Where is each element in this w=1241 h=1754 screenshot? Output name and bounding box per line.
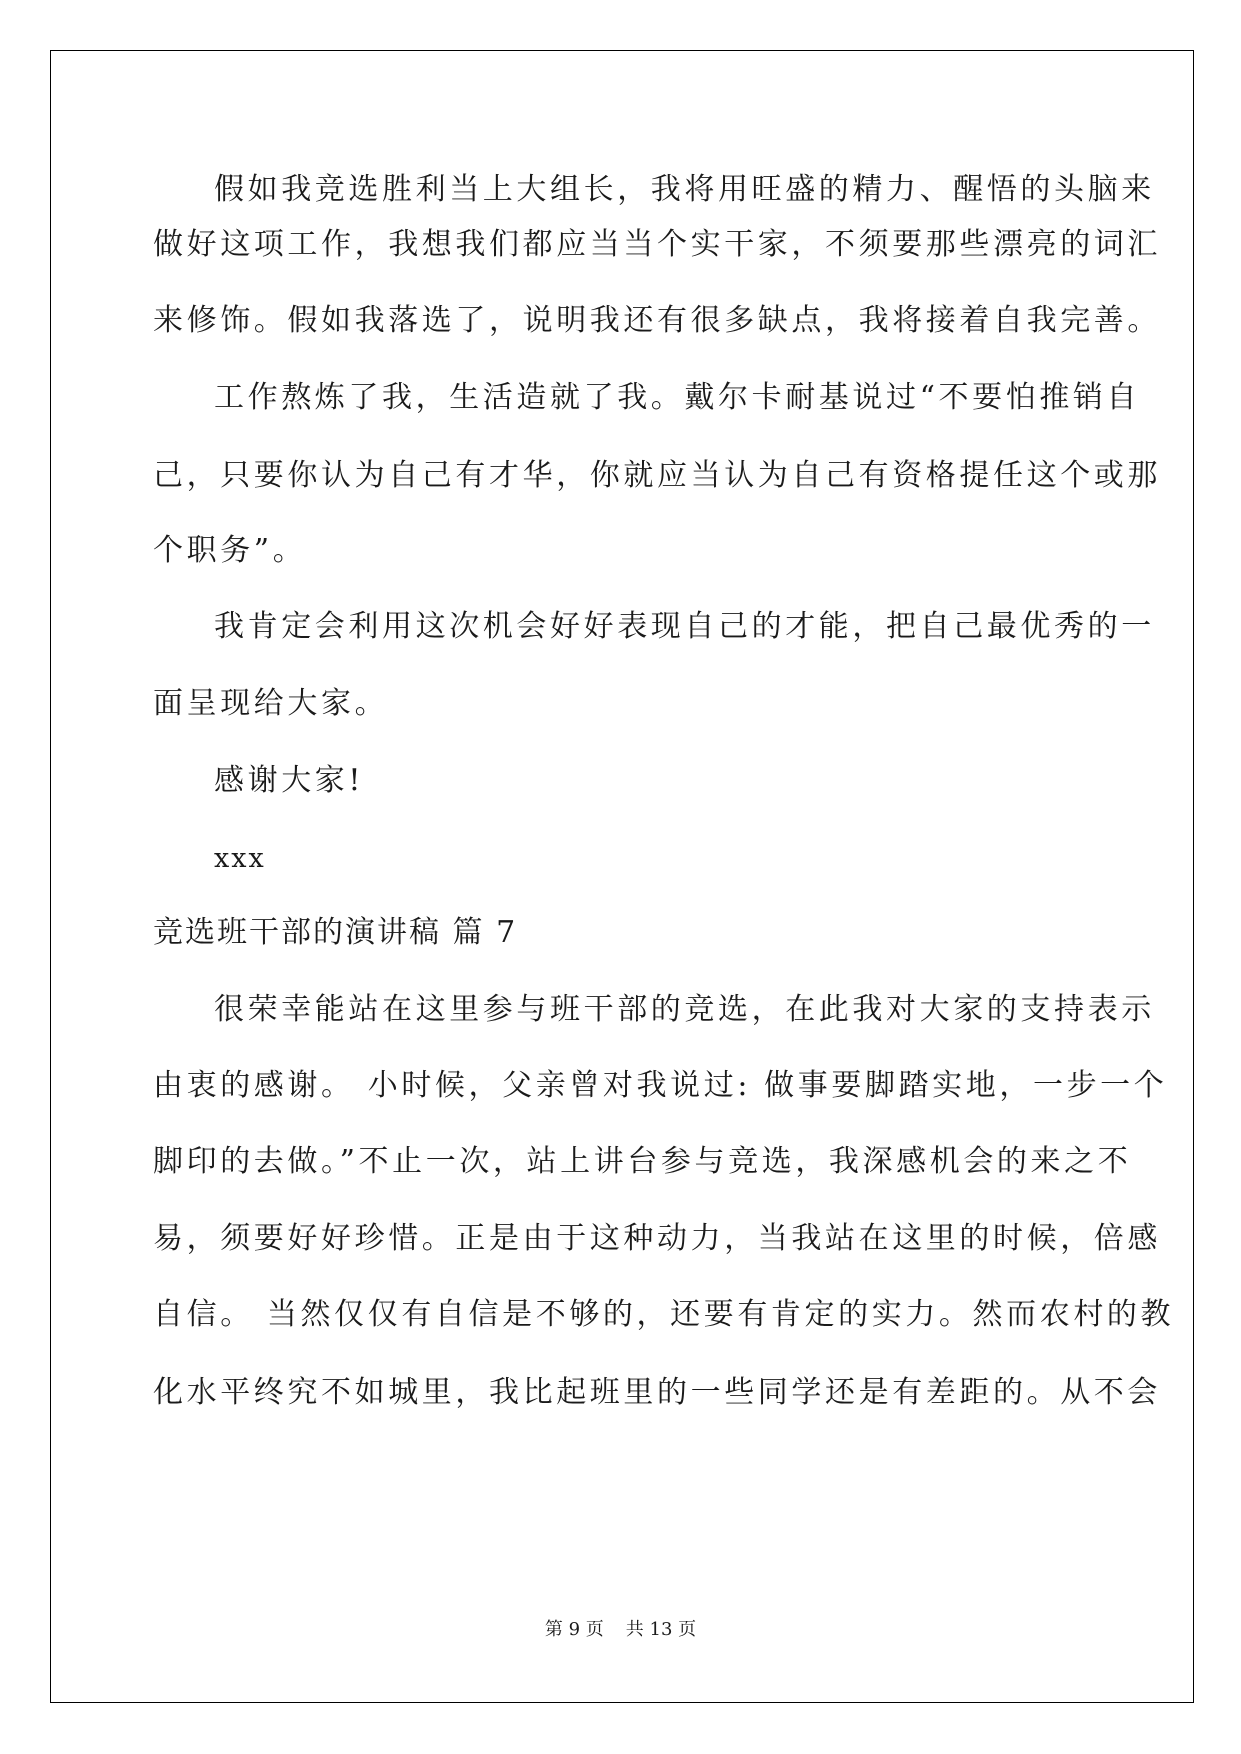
paragraph-line: 易，须要好好珍惜。正是由于这种动力，当我站在这里的时候，倍感 (153, 1221, 1161, 1256)
signature-line: xxx (214, 843, 266, 874)
paragraph-line: 脚印的去做。”不止一次，站上讲台参与竞选，我深感机会的来之不 (153, 1144, 1132, 1179)
paragraph-line: 来修饰。假如我落选了，说明我还有很多缺点，我将接着自我完善。 (153, 303, 1161, 338)
paragraph-line: 由衷的感谢。 小时候，父亲曾对我说过: 做事要脚踏实地，一步一个 (153, 1068, 1168, 1103)
page-number: 第 9 页 (544, 1619, 604, 1640)
paragraph-line: 假如我竞选胜利当上大组长，我将用旺盛的精力、醒悟的头脑来 (214, 172, 1155, 207)
paragraph-line: 自信。 当然仅仅有自信是不够的，还要有肯定的实力。然而农村的教 (153, 1297, 1175, 1332)
paragraph-line: 化水平终究不如城里，我比起班里的一些同学还是有差距的。从不会 (153, 1375, 1161, 1410)
paragraph-line: 个职务”。 (153, 533, 307, 568)
paragraph-line: 很荣幸能站在这里参与班干部的竞选，在此我对大家的支持表示 (214, 992, 1155, 1027)
paragraph-line: 己，只要你认为自己有才华，你就应当认为自己有资格提任这个或那 (153, 458, 1161, 493)
paragraph-line: 我肯定会利用这次机会好好表现自己的才能，把自己最优秀的一 (214, 609, 1155, 644)
paragraph-line: 工作熬炼了我，生活造就了我。戴尔卡耐基说过“不要怕推销自 (214, 380, 1141, 415)
closing-line: 感谢大家! (214, 763, 365, 798)
page-total: 共 13 页 (625, 1619, 697, 1640)
page-footer (0, 1618, 1241, 1642)
paragraph-line: 做好这项工作，我想我们都应当当个实干家，不须要那些漂亮的词汇 (153, 227, 1161, 262)
paragraph-line: 面呈现给大家。 (153, 686, 389, 721)
section-heading: 竞选班干部的演讲稿 篇 7 (153, 915, 518, 950)
